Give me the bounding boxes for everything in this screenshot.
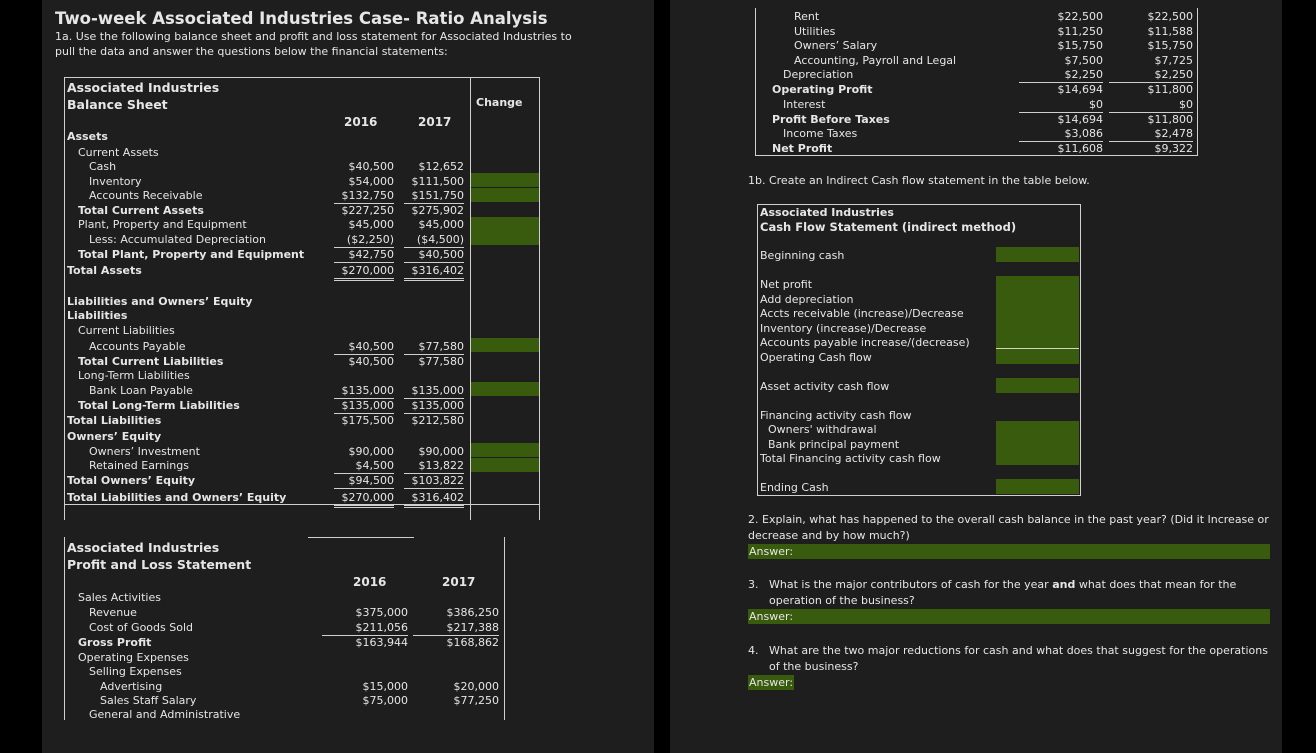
- pl-rent-2017: $22,500: [1147, 10, 1193, 23]
- pl-title: Profit and Loss Statement: [67, 557, 252, 572]
- bs-tl-label: Total Liabilities: [67, 414, 162, 427]
- pl-dep-2017: $2,250: [1109, 68, 1193, 83]
- pl-opex-heading: Operating Expenses: [78, 651, 189, 664]
- bs-ar-label: Accounts Receivable: [89, 189, 203, 202]
- bs-toe-label: Total Owners’ Equity: [67, 474, 196, 487]
- pl-int-label: Interest: [783, 98, 826, 111]
- bs-toe-2016: $94,500: [334, 474, 394, 489]
- pl-tax-2017: $2,478: [1109, 127, 1193, 142]
- pl-osal-2016: $15,750: [1057, 39, 1103, 52]
- cfs-title: Cash Flow Statement (indirect method): [760, 220, 1017, 234]
- answer-label-q2: Answer:: [749, 545, 794, 558]
- pl-sales-activities: Sales Activities: [78, 591, 161, 604]
- bs-inventory-2016: $54,000: [348, 175, 394, 188]
- bs-col-2017: 2017: [418, 115, 452, 129]
- bs-assets-heading: Assets: [67, 130, 108, 143]
- bs-blp-2017: $135,000: [404, 384, 464, 399]
- change-cell-ppe[interactable]: [471, 217, 539, 245]
- pl-op-2017: $11,800: [1147, 83, 1193, 96]
- bs-tltl-2017: $135,000: [404, 399, 464, 414]
- pl-cogs-2016: $211,056: [322, 621, 408, 636]
- bs-tloe-2017: $316,402: [404, 491, 464, 508]
- bs-blp-label: Bank Loan Payable: [89, 384, 193, 397]
- change-cell-inventory[interactable]: [471, 173, 539, 187]
- cfs-net-profit: Net profit: [760, 278, 813, 291]
- pl-pbt-label: Profit Before Taxes: [772, 113, 890, 126]
- bs-oe-heading: Owners’ Equity: [67, 430, 162, 443]
- question-3-line1: What is the major contributors of cash for the year and what does that mean for the: [769, 578, 1237, 591]
- pl-util-2017: $11,588: [1147, 25, 1193, 38]
- instruction-1b: 1b. Create an Indirect Cash flow statement in the table below.: [748, 174, 1090, 187]
- pl-ga-heading: General and Administrative: [89, 708, 241, 721]
- bs-oi-label: Owners’ Investment: [89, 445, 200, 458]
- change-cell-re[interactable]: [471, 458, 539, 472]
- pl-dep-2016: $2,250: [1019, 68, 1103, 83]
- pl-cogs-label: Cost of Goods Sold: [89, 621, 193, 634]
- pl-osal-2017: $15,750: [1147, 39, 1193, 52]
- cfs-accts-receivable: Accts receivable (increase)/Decrease: [760, 307, 964, 320]
- question-4-line2: of the business?: [769, 660, 859, 673]
- bs-company: Associated Industries: [67, 80, 220, 95]
- pl-rent-2016: $22,500: [1057, 10, 1103, 23]
- pl-np-label: Net Profit: [772, 142, 833, 155]
- cfs-owners-withdrawal: Owners' withdrawal: [768, 423, 877, 436]
- cfs-add-depreciation: Add depreciation: [760, 293, 854, 306]
- answer-field-q3[interactable]: [748, 609, 1270, 624]
- bs-ltl-heading: Long-Term Liabilities: [78, 369, 190, 382]
- left-page: [42, 0, 654, 753]
- cfs-ending-cash: Ending Cash: [760, 481, 829, 494]
- cfs-input-financing[interactable]: [996, 421, 1079, 465]
- pl-adv-2016: $15,000: [362, 680, 408, 693]
- cfs-company: Associated Industries: [760, 206, 894, 219]
- question-3-number: 3.: [748, 578, 759, 591]
- pl-pbt-2017: $11,800: [1147, 113, 1193, 126]
- pl-sss-2016: $75,000: [362, 694, 408, 707]
- answer-label-q3: Answer:: [749, 610, 794, 623]
- cfs-asset-activity: Asset activity cash flow: [760, 380, 890, 393]
- bs-ppe-label: Plant, Property and Equipment: [78, 218, 247, 231]
- question-3-line2: operation of the business?: [769, 594, 915, 607]
- cfs-input-operating[interactable]: [996, 276, 1079, 364]
- pl-np-2016: $11,608: [1057, 142, 1103, 155]
- bs-tca-2017: $275,902: [411, 204, 464, 217]
- bs-re-label: Retained Earnings: [89, 459, 189, 472]
- bs-re-2017: $13,822: [404, 459, 464, 474]
- question-2-line2: decrease and by how much?): [748, 529, 910, 542]
- cfs-beginning-cash: Beginning cash: [760, 249, 845, 262]
- bs-cash-label: Cash: [89, 160, 117, 173]
- bs-toe-2017: $103,822: [404, 474, 464, 489]
- bs-accdep-2017: ($4,500): [404, 233, 464, 248]
- bs-tppe-2017: $40,500: [404, 248, 464, 263]
- bs-liabilities-heading: Liabilities: [67, 309, 128, 322]
- bs-inventory-label: Inventory: [89, 175, 142, 188]
- cfs-input-beginning-cash[interactable]: [996, 247, 1079, 262]
- cfs-inventory: Inventory (increase)/Decrease: [760, 322, 927, 335]
- pl-op-label: Operating Profit: [772, 83, 873, 96]
- right-page: [670, 0, 1282, 753]
- pl-gp-2016: $163,944: [355, 636, 408, 649]
- bs-loe-heading: Liabilities and Owners’ Equity: [67, 295, 253, 308]
- pl-gp-2017: $168,862: [446, 636, 499, 649]
- bs-ap-label: Accounts Payable: [89, 340, 186, 353]
- pl-selling-heading: Selling Expenses: [89, 665, 182, 678]
- question-4-number: 4.: [748, 644, 759, 657]
- pl-np-2017: $9,322: [1154, 142, 1193, 155]
- bs-ppe-2017: $45,000: [418, 218, 464, 231]
- bs-col-2016: 2016: [344, 115, 378, 129]
- cfs-bank-principal: Bank principal payment: [768, 438, 900, 451]
- bs-title: Balance Sheet: [67, 97, 168, 112]
- bs-ar-2016: $132,750: [334, 189, 394, 204]
- bs-ppe-2016: $45,000: [348, 218, 394, 231]
- cfs-total-financing: Total Financing activity cash flow: [760, 452, 941, 465]
- cfs-accounts-payable: Accounts payable increase/(decrease): [760, 336, 970, 349]
- pl-company: Associated Industries: [67, 540, 220, 555]
- pl-util-2016: $11,250: [1057, 25, 1103, 38]
- pl-adv-2017: $20,000: [453, 680, 499, 693]
- bs-current-assets-heading: Current Assets: [78, 146, 159, 159]
- change-cell-blp[interactable]: [471, 382, 539, 396]
- pl-pbt-2016: $14,694: [1057, 113, 1103, 126]
- bs-ta-label: Total Assets: [67, 264, 142, 277]
- cfs-financing-activity: Financing activity cash flow: [760, 409, 912, 422]
- bs-current-liabilities-heading: Current Liabilities: [78, 324, 175, 337]
- bs-oi-2016: $90,000: [348, 445, 394, 458]
- cfs-input-asset-activity[interactable]: [996, 378, 1079, 393]
- bs-tltl-label: Total Long-Term Liabilities: [78, 399, 240, 412]
- bs-ap-2017: $77,580: [404, 340, 464, 355]
- bs-tl-2016: $175,500: [341, 414, 394, 427]
- instruction-line-2: pull the data and answer the questions below the financial statements:: [55, 45, 448, 58]
- pl-col-2016: 2016: [353, 575, 387, 589]
- bs-re-2016: $4,500: [334, 459, 394, 474]
- pl-tax-2016: $3,086: [1019, 127, 1103, 142]
- pl-apl-2017: $7,725: [1154, 54, 1193, 67]
- pl-gp-label: Gross Profit: [78, 636, 152, 649]
- bs-tca-label: Total Current Assets: [78, 204, 204, 217]
- bs-tloe-label: Total Liabilities and Owners’ Equity: [67, 491, 287, 504]
- answer-label-q4: Answer:: [749, 676, 794, 689]
- change-cell-oi[interactable]: [471, 443, 539, 457]
- pl-osal-label: Owners’ Salary: [794, 39, 878, 52]
- answer-field-q2[interactable]: [748, 544, 1270, 559]
- bs-accdep-2016: ($2,250): [334, 233, 394, 248]
- question-2-line1: 2. Explain, what has happened to the overall cash balance in the past year? (Did it Increase or: [748, 513, 1269, 526]
- bs-cash-2017: $12,652: [418, 160, 464, 173]
- pl-cogs-2017: $217,388: [413, 621, 499, 636]
- pl-tax-label: Income Taxes: [783, 127, 858, 140]
- bs-tppe-2016: $42,750: [334, 248, 394, 263]
- pl-apl-label: Accounting, Payroll and Legal: [794, 54, 957, 67]
- bs-tcl-2016: $40,500: [348, 355, 394, 368]
- bs-ta-2017: $316,402: [404, 264, 464, 281]
- change-cell-ar[interactable]: [471, 188, 539, 202]
- bs-tppe-label: Total Plant, Property and Equipment: [78, 248, 305, 261]
- pl-int-2016: $0: [1019, 98, 1103, 113]
- pl-sss-label: Sales Staff Salary: [100, 694, 197, 707]
- bs-tloe-2016: $270,000: [334, 491, 394, 508]
- pl-int-2017: $0: [1109, 98, 1193, 113]
- pl-sss-2017: $77,250: [453, 694, 499, 707]
- page-title: Two-week Associated Industries Case- Ratio Analysis: [55, 9, 548, 28]
- bs-cash-2016: $40,500: [348, 160, 394, 173]
- pl-revenue-label: Revenue: [89, 606, 137, 619]
- bs-col-change: Change: [476, 96, 523, 109]
- bs-tl-2017: $212,580: [411, 414, 464, 427]
- bs-tcl-2017: $77,580: [418, 355, 464, 368]
- cfs-input-ending-cash[interactable]: [996, 479, 1079, 494]
- change-cell-ap[interactable]: [471, 338, 539, 352]
- bs-blp-2016: $135,000: [334, 384, 394, 399]
- bs-ap-2016: $40,500: [334, 340, 394, 355]
- pl-rent-label: Rent: [794, 10, 820, 23]
- bs-ar-2017: $151,750: [404, 189, 464, 204]
- pl-dep-label: Depreciation: [783, 68, 854, 81]
- pl-util-label: Utilities: [794, 25, 836, 38]
- bs-tcl-label: Total Current Liabilities: [78, 355, 224, 368]
- question-4-line1: What are the two major reductions for cash and what does that suggest for the operations: [769, 644, 1268, 657]
- pl-op-2016: $14,694: [1057, 83, 1103, 96]
- pl-col-2017: 2017: [442, 575, 476, 589]
- bs-oi-2017: $90,000: [418, 445, 464, 458]
- bs-inventory-2017: $111,500: [411, 175, 464, 188]
- bs-accdep-label: Less: Accumulated Depreciation: [89, 233, 266, 246]
- bs-ta-2016: $270,000: [334, 264, 394, 281]
- bs-tltl-2016: $135,000: [334, 399, 394, 414]
- bs-tca-2016: $227,250: [341, 204, 394, 217]
- pl-revenue-2016: $375,000: [355, 606, 408, 619]
- cfs-operating-cash-flow: Operating Cash flow: [760, 351, 872, 364]
- pl-adv-label: Advertising: [100, 680, 163, 693]
- pl-apl-2016: $7,500: [1064, 54, 1103, 67]
- pl-revenue-2017: $386,250: [446, 606, 499, 619]
- instruction-line-1: 1a. Use the following balance sheet and profit and loss statement for Associated Industries to: [55, 30, 572, 43]
